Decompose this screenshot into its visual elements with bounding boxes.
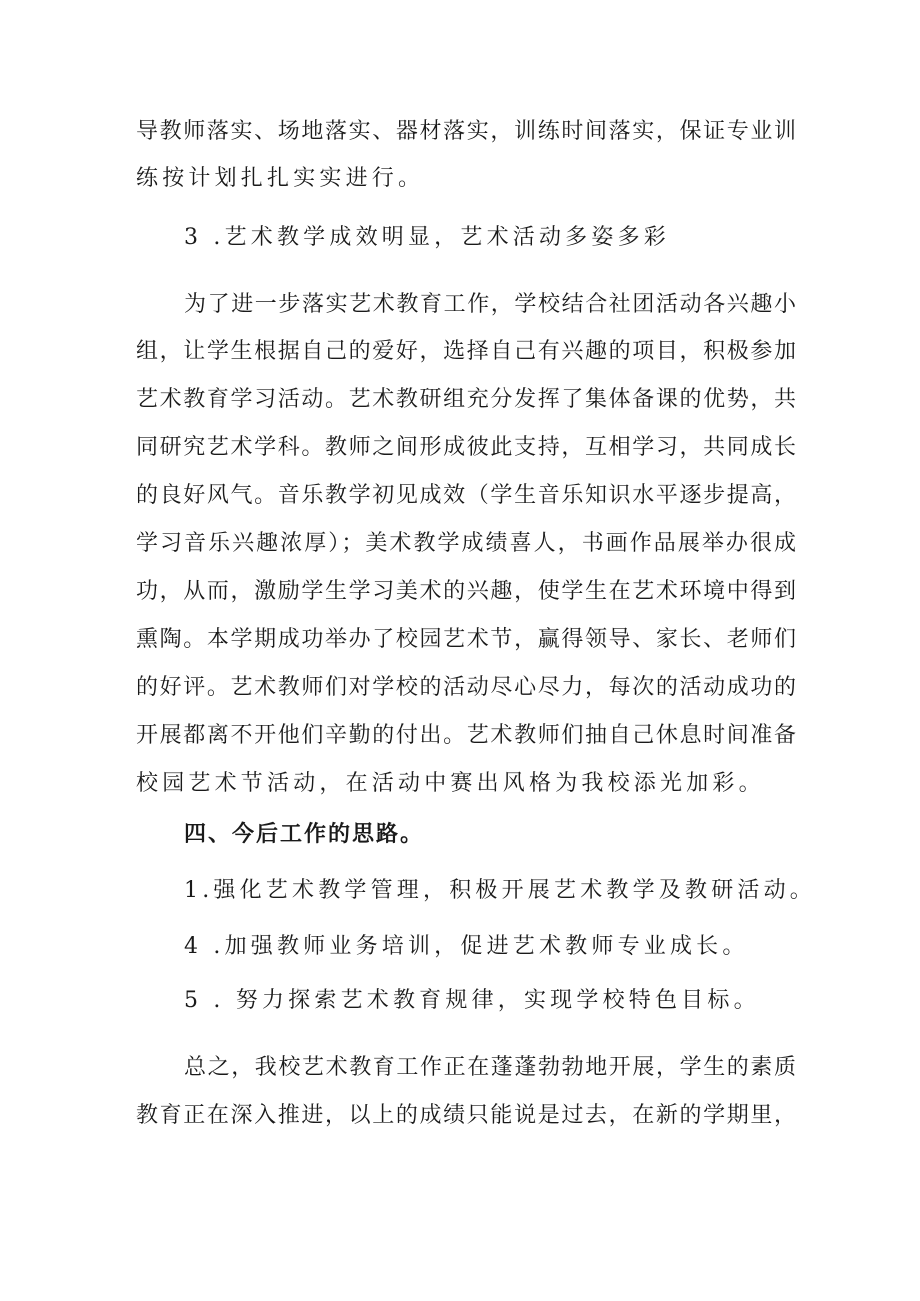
summary-line-2: 教育正在深入推进，以上的成绩只能说是过去，在新的学期里， xyxy=(136,1103,796,1128)
arts-paragraph-line-1: 为了进一步落实艺术教育工作，学校结合社团活动各兴趣小 xyxy=(184,292,796,317)
arts-paragraph-line-6: 学习音乐兴趣浓厚）；美术教学成绩喜人，书画作品展举办很成 xyxy=(136,531,796,556)
arts-paragraph-line-10: 开展都离不开他们辛勤的付出。艺术教师们抽自己休息时间准备 xyxy=(136,723,796,748)
summary-line-1: 总之，我校艺术教育工作正在蓬蓬勃勃地开展，学生的素质 xyxy=(184,1055,796,1080)
arts-paragraph-line-5: 的良好风气。音乐教学初见成效（学生音乐知识水平逐步提高， xyxy=(136,483,796,508)
arts-paragraph-line-7: 功，从而，激励学生学习美术的兴趣，使学生在艺术环境中得到 xyxy=(136,579,796,604)
arts-paragraph-line-11: 校园艺术节活动，在活动中赛出风格为我校添光加彩。 xyxy=(136,771,765,796)
list-item-3: 5 . 努力探索艺术教育规律，实现学校特色目标。 xyxy=(184,988,760,1013)
arts-paragraph-line-4: 同研究艺术学科。教师之间形成彼此支持，互相学习，共同成长 xyxy=(136,435,796,460)
list-item-2: 4 .加强教师业务培训，促进艺术教师专业成长。 xyxy=(184,934,749,959)
arts-paragraph-line-8: 熏陶。本学期成功举办了校园艺术节，赢得领导、家长、老师们 xyxy=(136,627,796,652)
subheading-3: 3 .艺术教学成效明显，艺术活动多姿多彩 xyxy=(184,225,670,250)
arts-paragraph-line-9: 的好评。艺术教师们对学校的活动尽心尽力，每次的活动成功的 xyxy=(136,675,796,700)
arts-paragraph-line-3: 艺术教育学习活动。艺术教研组充分发挥了集体备课的优势，共 xyxy=(136,387,796,412)
arts-paragraph-line-2: 组，让学生根据自己的爱好，选择自己有兴趣的项目，积极参加 xyxy=(136,339,796,364)
list-item-1: 1.强化艺术教学管理，积极开展艺术教学及教研活动。 xyxy=(184,878,816,903)
continuation-line-2: 练按计划扎扎实实进行。 xyxy=(136,166,425,191)
continuation-line-1: 导教师落实、场地落实、器材落实，训练时间落实，保证专业训 xyxy=(136,119,796,144)
section-heading: 四、今后工作的思路。 xyxy=(184,822,425,847)
